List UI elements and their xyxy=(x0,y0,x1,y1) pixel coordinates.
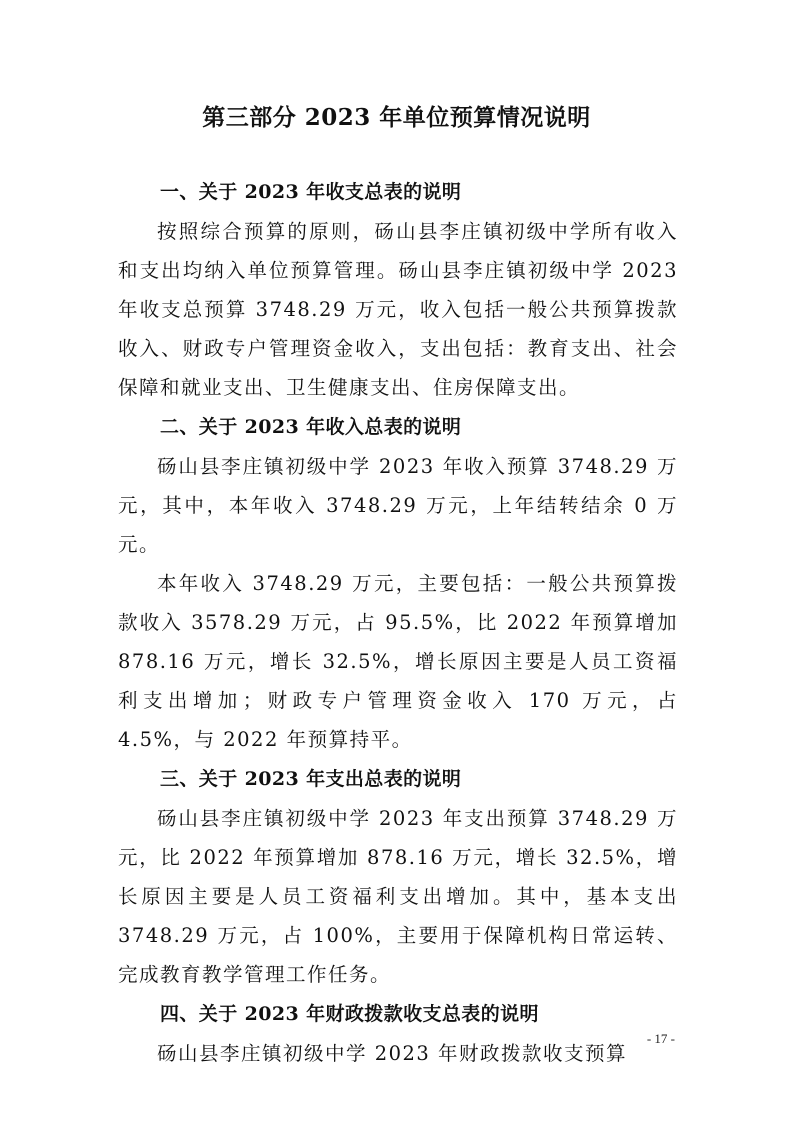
section-heading: 一、关于 2023 年收支总表的说明 xyxy=(160,181,462,203)
section-paragraph: 砀山县李庄镇初级中学 2023 年收入预算 3748.29 万元，其中，本年收入 3748.29 万元，上年结转结余 0 万元。 xyxy=(118,455,678,556)
page-number: - 17 - xyxy=(646,1031,675,1046)
section-heading: 三、关于 2023 年支出总表的说明 xyxy=(160,768,462,790)
section-fiscal-appropriation-summary xyxy=(118,994,678,1073)
section-paragraph: 砀山县李庄镇初级中学 2023 年支出预算 3748.29 万元，比 2022 年预算增加 878.16 万元，增长 32.5%，增长原因主要是人员工资福利支出增加。其中，基本支出 3748.29 万元，占 100%，主要用于保障机构日常运转、完成教育教学管理工作任务。 xyxy=(118,807,678,986)
section-paragraph: 砀山县李庄镇初级中学 2023 年财政拨款收支预算 xyxy=(157,1042,628,1065)
section-income-summary xyxy=(118,407,678,759)
section-paragraph: 按照综合预算的原则，砀山县李庄镇初级中学所有收入和支出均纳入单位预算管理。砀山县李庄镇初级中学 2023 年收支总预算 3748.29 万元，收入包括一般公共预算拨款收入、财政专户管理资金收入，支出包括：教育支出、社会保障和就业支出、卫生健康支出、住房保障支出。 xyxy=(118,220,678,399)
section-paragraph: 本年收入 3748.29 万元，主要包括：一般公共预算拨款收入 3578.29 万元，占 95.5%，比 2022 年预算增加 878.16 万元，增长 32.5%，增长原因主要是人员工资福利支出增加；财政专户管理资金收入 170 万元，占 4.5%，与 2022 年预算持平。 xyxy=(118,572,678,751)
section-heading: 二、关于 2023 年收入总表的说明 xyxy=(160,416,462,438)
page-title: 第三部分 2023 年单位预算情况说明 xyxy=(202,104,591,131)
section-heading: 四、关于 2023 年财政拨款收支总表的说明 xyxy=(160,1003,539,1025)
section-income-expense-summary xyxy=(118,172,678,407)
document-body xyxy=(118,172,678,1073)
section-expense-summary xyxy=(118,759,678,994)
